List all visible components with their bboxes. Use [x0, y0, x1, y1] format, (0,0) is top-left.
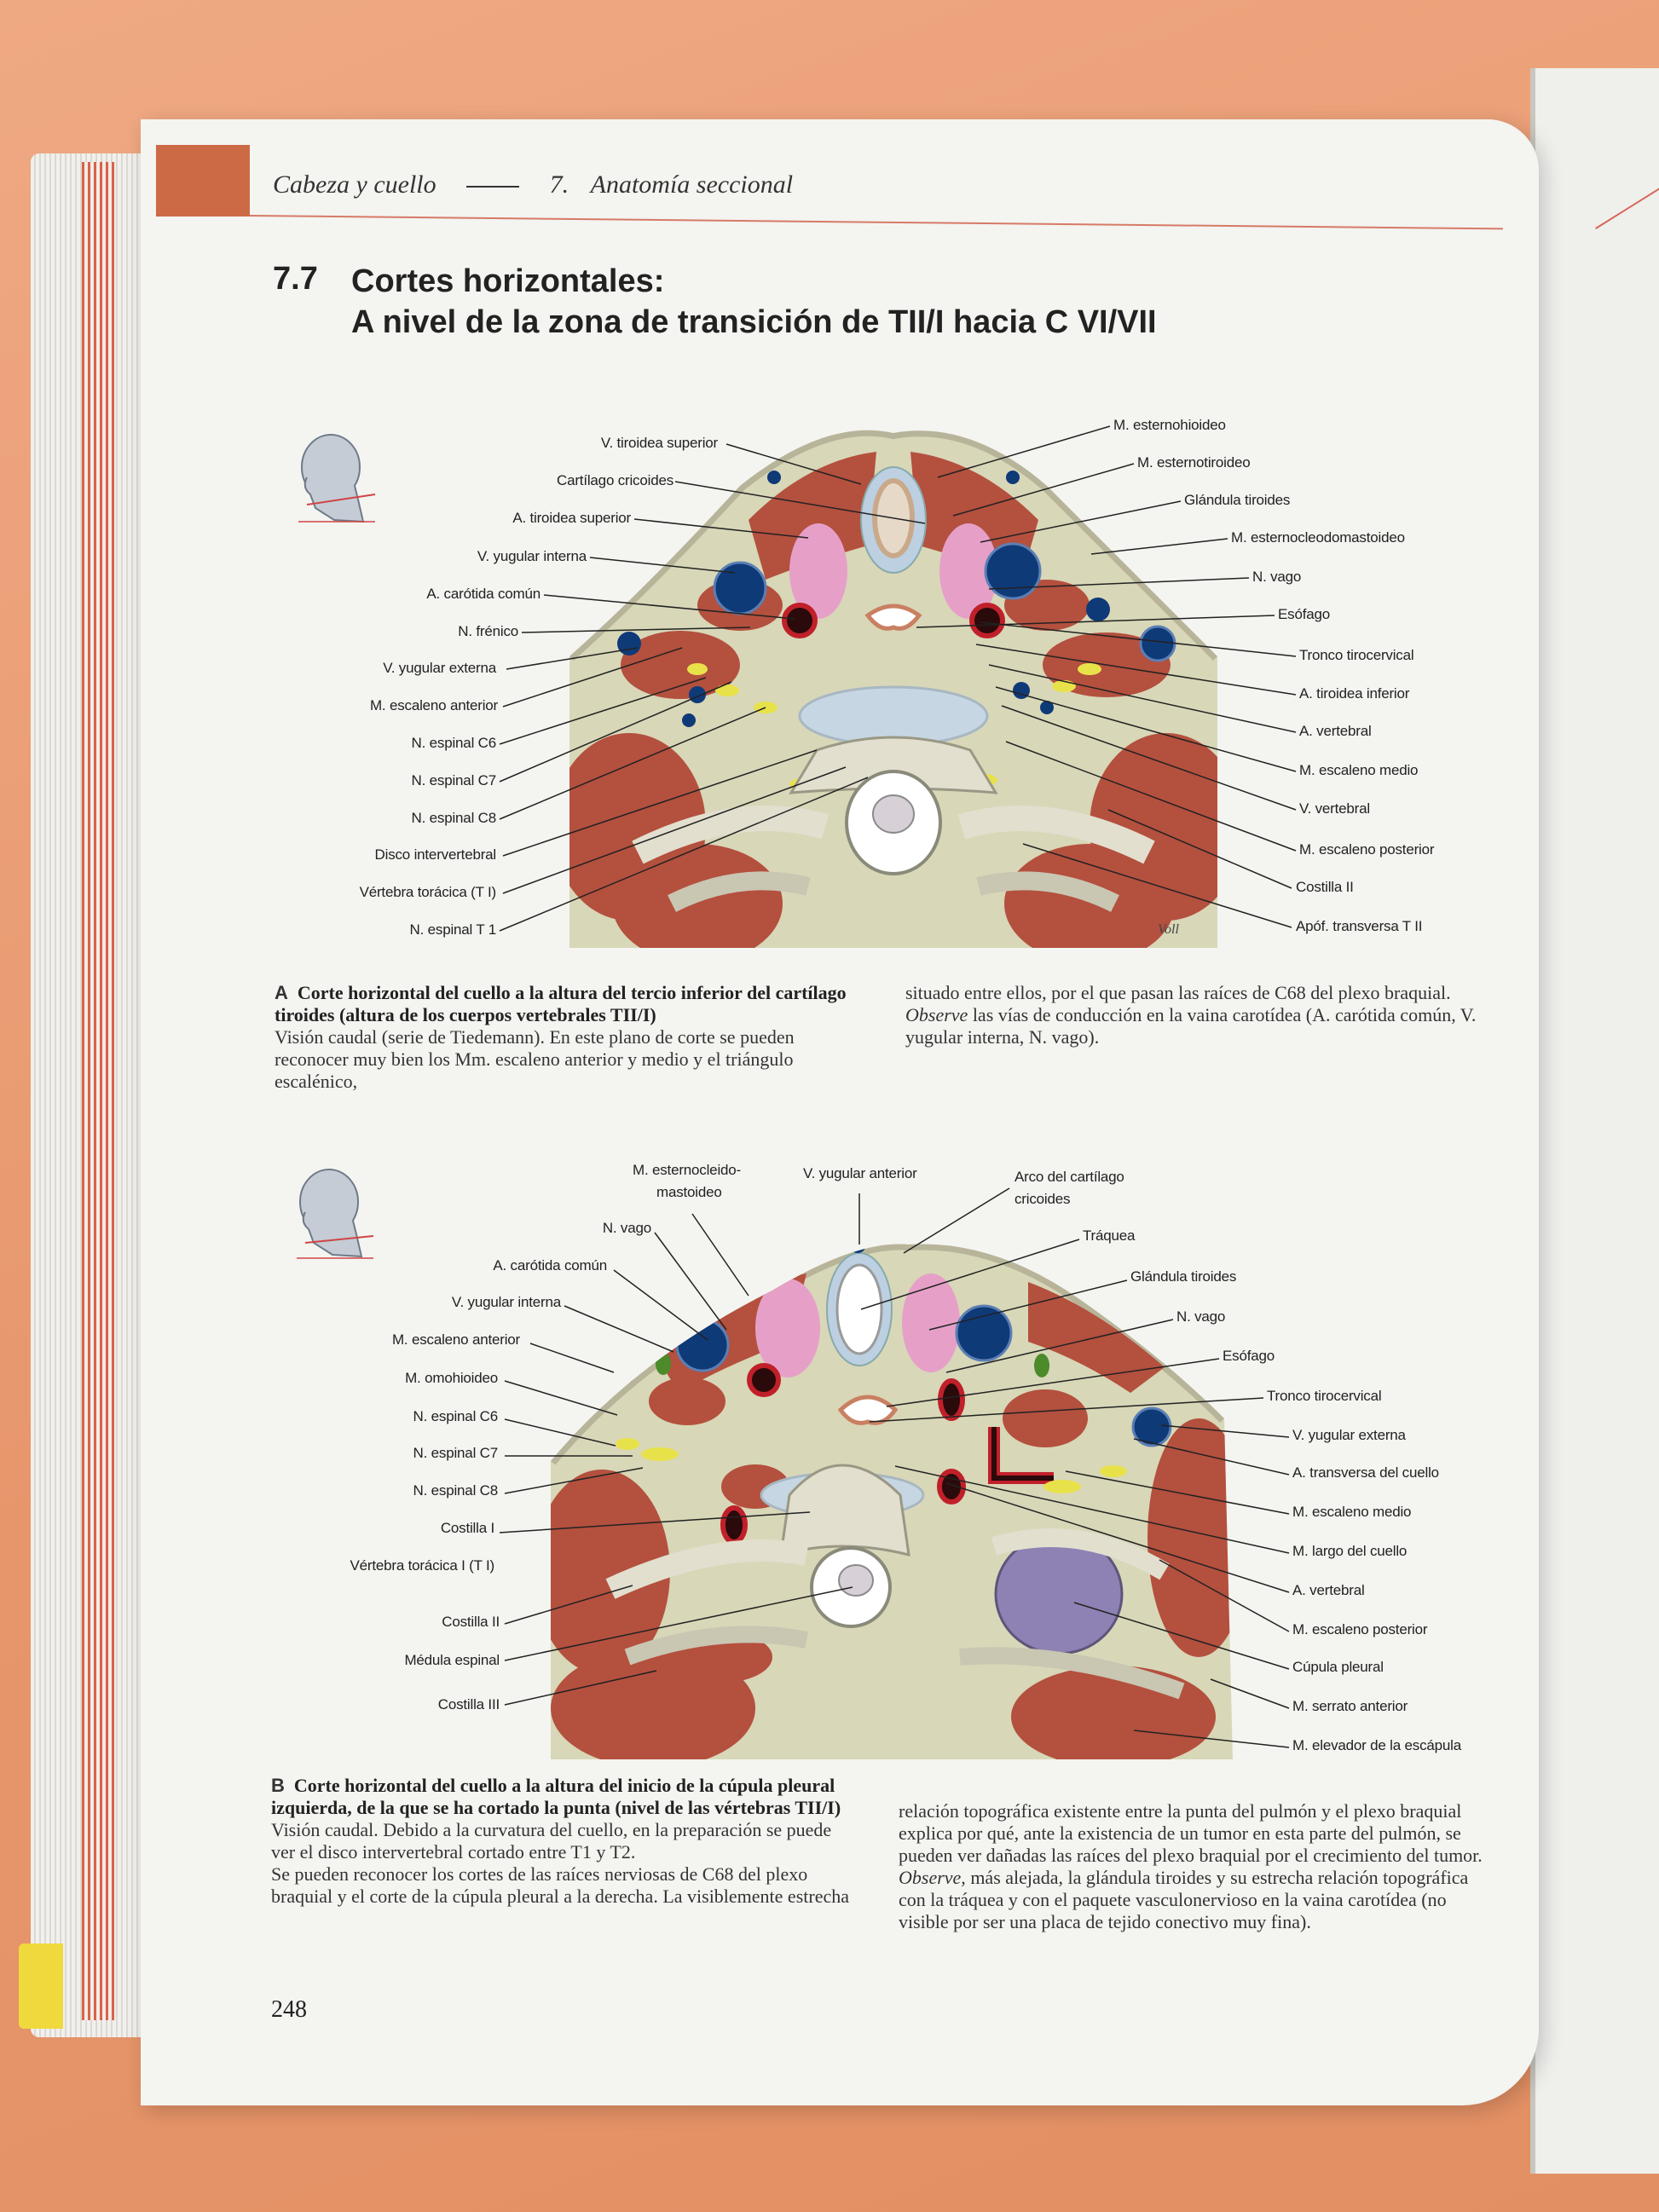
label-b-m-escaleno-posterior: M. escaleno posterior [1292, 1621, 1428, 1637]
caption-a-body-right-1: situado entre ellos, por el que pasan las raíces de C68 del plexo braquial. [905, 982, 1451, 1003]
label-a-glandula-tiroides: Glándula tiroides [1184, 492, 1291, 508]
label-b-vertebra-toracica: Vértebra torácica I (T I) [350, 1557, 494, 1574]
label-a-m-escaleno-anterior: M. escaleno anterior [369, 697, 498, 713]
caption-b-heading [271, 1775, 859, 1819]
label-a-n-espinal-c8: N. espinal C8 [411, 810, 496, 826]
label-a-m-esternohioideo: M. esternohioideo [1113, 417, 1226, 433]
caption-b-body-right-2: más alejada, la glándula tiroides y su estrecha relación topográfica con la tráquea y con el paquete vasculonervioso en la vaina carotídea (no visible por ser una placa de tejido conectivo muy fina). [899, 1867, 1469, 1932]
label-a-n-frenico: N. frénico [458, 623, 518, 639]
label-a-v-yugular-externa: V. yugular externa [383, 660, 496, 676]
caption-b-observe: Observe, [899, 1867, 966, 1888]
caption-a-observe: Observe [905, 1004, 968, 1025]
label-a-n-espinal-t1: N. espinal T 1 [409, 921, 496, 938]
label-b-costilla-iii: Costilla III [437, 1696, 500, 1712]
caption-a-letter: A [275, 982, 288, 1003]
label-b-m-escaleno-medio: M. escaleno medio [1292, 1504, 1412, 1520]
label-b-m-serrato-anterior: M. serrato anterior [1292, 1698, 1408, 1714]
caption-b-body-right-1: relación topográfica existente entre la punta del pulmón y el plexo braquial explica por qué, ante la existencia de un tumor en esta parte del pulmón, se pueden ver dañadas las raíces del plexo braquial por el crecimiento del tumor. [899, 1800, 1483, 1866]
label-b-v-yugular-externa: V. yugular externa [1292, 1427, 1406, 1443]
label-a-disco-intervertebral: Disco intervertebral [374, 846, 496, 863]
caption-b-body-1: Visión caudal. Debido a la curvatura del cuello, en la preparación se puede ver el disco intervertebral cortado entre T1 y T2. [271, 1819, 832, 1863]
label-a-a-tiroidea-inferior: A. tiroidea inferior [1299, 685, 1410, 702]
label-b-cupula-pleural: Cúpula pleural [1292, 1659, 1384, 1675]
label-a-cartilago-cricoides: Cartílago cricoides [557, 472, 673, 488]
caption-a-body-right-2: las vías de conducción en la vaina carotídea (A. carótida común, V. yugular interna, N. vago). [905, 1004, 1477, 1048]
section-number: 7.7 [273, 261, 318, 297]
label-b-a-vertebral: A. vertebral [1292, 1582, 1365, 1598]
label-b-cricoides: cricoides [1014, 1191, 1071, 1207]
label-b-n-espinal-c7: N. espinal C7 [413, 1445, 498, 1461]
label-a-a-carotida-comun: A. carótida común [426, 586, 540, 602]
label-b-n-vago-left: N. vago [602, 1220, 651, 1236]
caption-b-left [271, 1775, 859, 1908]
label-a-v-vertebral: V. vertebral [1299, 800, 1370, 817]
label-b-costilla-ii: Costilla II [442, 1614, 500, 1630]
label-a-costilla-ii: Costilla II [1296, 879, 1354, 895]
title-line-1: Cortes horizontales: [351, 263, 665, 299]
label-a-m-escaleno-medio: M. escaleno medio [1299, 762, 1419, 778]
label-b-n-espinal-c8: N. espinal C8 [413, 1482, 498, 1499]
caption-b-letter: B [271, 1775, 285, 1796]
label-a-esofago: Esófago [1278, 606, 1330, 622]
label-b-v-yugular-interna: V. yugular interna [451, 1294, 561, 1310]
header-section-title: Anatomía seccional [590, 170, 794, 199]
caption-a-heading-text: Corte horizontal del cuello a la altura del tercio inferior del cartílago tiroides (altura de los cuerpos vertebrales TII/I) [275, 982, 847, 1025]
caption-b-right [899, 1800, 1487, 1933]
label-b-esofago: Esófago [1223, 1348, 1275, 1364]
label-b-m-elevador-escapula: M. elevador de la escápula [1292, 1737, 1461, 1753]
label-b-traquea: Tráquea [1083, 1227, 1136, 1244]
label-b-n-espinal-c6: N. espinal C6 [413, 1408, 498, 1424]
illustrator-signature-a: Voll [1158, 922, 1179, 937]
label-a-a-tiroidea-superior: A. tiroidea superior [512, 510, 631, 526]
label-b-costilla-i: Costilla I [440, 1520, 494, 1536]
label-a-v-tiroidea-superior: V. tiroidea superior [600, 435, 718, 451]
label-b-n-vago-right: N. vago [1176, 1308, 1226, 1325]
caption-b-heading-text: Corte horizontal del cuello a la altura del inicio de la cúpula pleural izquierda, de la que se ha cortado la punta (nivel de las vértebras TII/I) [271, 1775, 841, 1818]
label-b-arco-cartilago: Arco del cartílago [1014, 1169, 1124, 1185]
label-b-glandula-tiroides: Glándula tiroides [1130, 1268, 1237, 1285]
label-a-m-esternotiroideo: M. esternotiroideo [1137, 454, 1251, 471]
label-b-m-esternocleido: M. esternocleido- [633, 1162, 741, 1178]
label-a-n-espinal-c6: N. espinal C6 [411, 735, 496, 751]
header-chapter: Cabeza y cuello [273, 170, 436, 199]
label-b-mastoideo: mastoideo [656, 1184, 722, 1200]
caption-a-body: Visión caudal (serie de Tiedemann). En este plano de corte se pueden reconocer muy bien los Mm. escaleno anterior y medio y el triángulo escalénico, [275, 1026, 795, 1092]
label-b-tronco-tirocervical: Tronco tirocervical [1267, 1388, 1382, 1404]
label-b-medula-espinal: Médula espinal [404, 1652, 500, 1668]
label-b-a-carotida-comun: A. carótida común [493, 1257, 607, 1273]
page-number: 248 [271, 1996, 307, 2023]
label-b-m-omohioideo: M. omohioideo [405, 1370, 498, 1386]
header-section-number: 7. [549, 170, 569, 199]
label-b-m-escaleno-anterior: M. escaleno anterior [391, 1331, 520, 1348]
label-a-m-esternocleidomastoideo: M. esternocleodomastoideo [1231, 529, 1405, 546]
label-a-n-vago: N. vago [1252, 569, 1302, 585]
label-a-vertebra-toracica: Vértebra torácica (T I) [359, 884, 496, 900]
label-a-apof-transversa: Apóf. transversa T II [1296, 918, 1423, 934]
label-a-n-espinal-c7: N. espinal C7 [411, 772, 496, 788]
label-a-tronco-tirocervical: Tronco tirocervical [1299, 647, 1414, 663]
label-b-m-largo-cuello: M. largo del cuello [1292, 1543, 1408, 1559]
label-b-a-transversa-cuello: A. transversa del cuello [1292, 1464, 1439, 1481]
label-a-a-vertebral: A. vertebral [1299, 723, 1372, 739]
label-a-m-escaleno-posterior: M. escaleno posterior [1299, 841, 1435, 858]
label-b-v-yugular-anterior: V. yugular anterior [803, 1165, 917, 1181]
title-line-2: A nivel de la zona de transición de TII/I hacia C VI/VII [351, 304, 1157, 340]
label-a-v-yugular-interna: V. yugular interna [477, 548, 587, 564]
caption-b-body-2: Se pueden reconocer los cortes de las raíces nerviosas de C68 del plexo braquial y el corte de la cúpula pleural a la derecha. La visiblemente estrecha [271, 1863, 849, 1907]
